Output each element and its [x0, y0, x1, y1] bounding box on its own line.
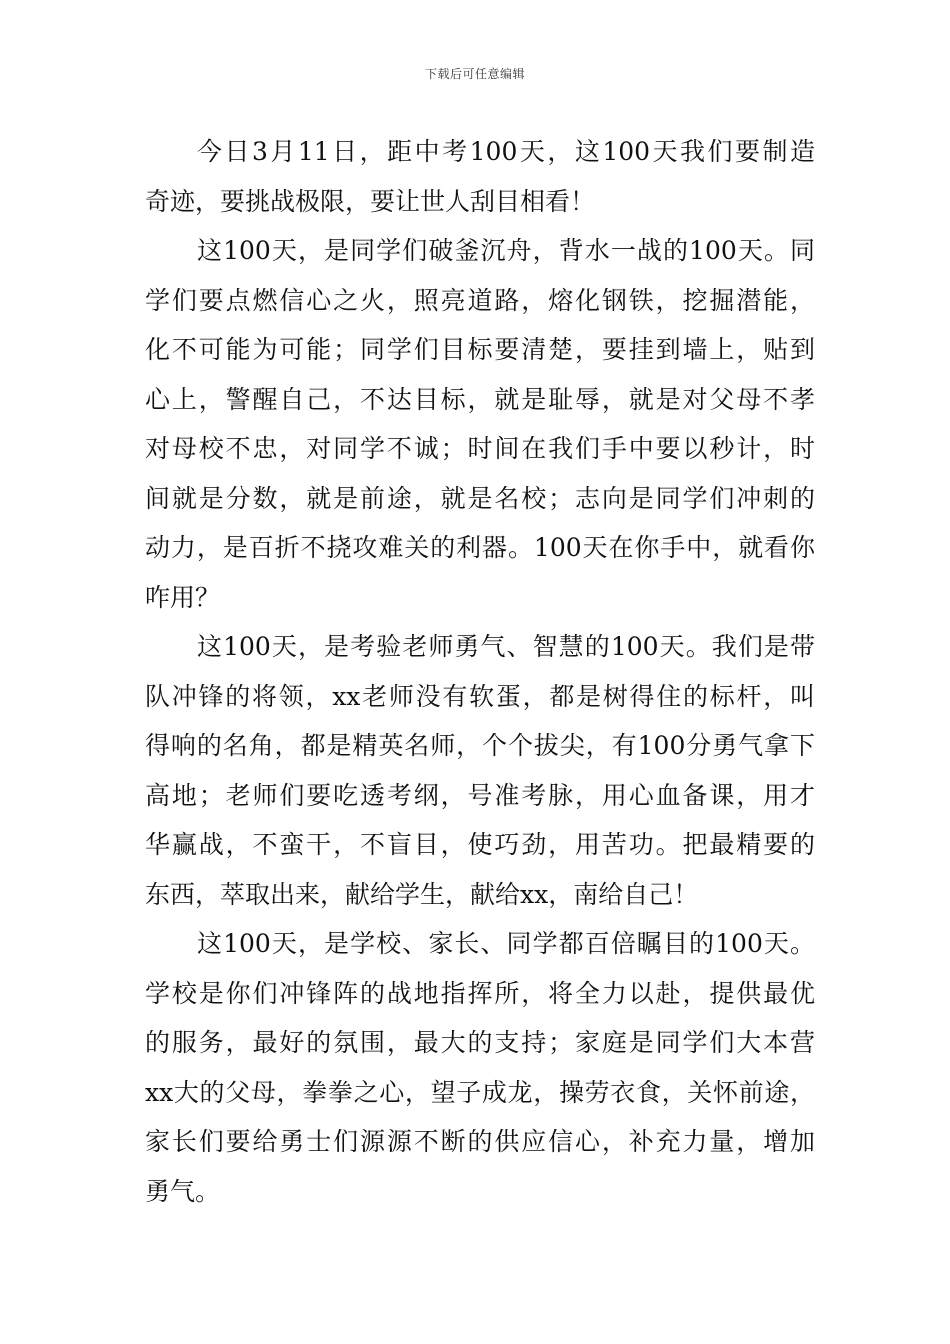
page-header-caption: 下载后可任意编辑 — [424, 67, 525, 81]
paragraph-line: 这100天，是考验老师勇气、智慧的100天。我们是带 — [197, 632, 815, 661]
paragraph-line: 华赢战，不蛮干，不盲目，使巧劲，用苦功。把最精要的 — [145, 830, 815, 859]
paragraph-2 — [145, 226, 815, 622]
paragraph-1 — [145, 127, 815, 226]
paragraph-line: 得响的名角，都是精英名师，个个拔尖，有100分勇气拿下 — [145, 731, 815, 760]
document-body — [145, 127, 815, 1216]
paragraph-line: 对母校不忠，对同学不诚；时间在我们手中要以秒计，时 — [145, 434, 815, 463]
paragraph-line: 今日3月11日，距中考100天，这100天我们要制造 — [197, 137, 815, 166]
paragraph-line: 东西，萃取出来，献给学生，献给xx，南给自己！ — [145, 879, 699, 909]
paragraph-line: 间就是分数，就是前途，就是名校；志向是同学们冲刺的 — [145, 483, 815, 513]
paragraph-line: 这100天，是学校、家长、同学都百倍瞩目的100天。 — [197, 929, 815, 958]
paragraph-line: 队冲锋的将领，xx老师没有软蛋，都是树得住的标杆，叫 — [145, 681, 815, 711]
paragraph-line: 这100天，是同学们破釜沉舟，背水一战的100天。同 — [197, 236, 815, 265]
paragraph-line: 化不可能为可能；同学们目标要清楚，要挂到墙上，贴到 — [145, 335, 815, 364]
paragraph-line: 动力，是百折不挠攻难关的利器。100天在你手中，就看你 — [145, 533, 815, 562]
paragraph-4 — [145, 919, 815, 1216]
paragraph-3 — [145, 622, 815, 919]
paragraph-line: 的服务，最好的氛围，最大的支持；家庭是同学们大本营 — [145, 1028, 815, 1057]
paragraph-line: 高地；老师们要吃透考纲，号准考脉，用心血备课，用才 — [145, 780, 815, 810]
paragraph-line: 家长们要给勇士们源源不断的供应信心，补充力量，增加 — [145, 1127, 815, 1156]
paragraph-line: xx大的父母，拳拳之心，望子成龙，操劳衣食，关怀前途， — [145, 1077, 815, 1107]
paragraph-line: 奇迹，要挑战极限，要让世人刮目相看！ — [145, 186, 596, 216]
paragraph-line: 心上，警醒自己，不达目标，就是耻辱，就是对父母不孝 — [145, 384, 815, 414]
paragraph-line: 学校是你们冲锋阵的战地指挥所，将全力以赴，提供最优 — [145, 978, 815, 1008]
paragraph-line: 咋用？ — [145, 582, 221, 612]
paragraph-line: 学们要点燃信心之火，照亮道路，熔化钢铁，挖掘潜能， — [145, 285, 815, 315]
paragraph-line: 勇气。 — [145, 1176, 221, 1206]
